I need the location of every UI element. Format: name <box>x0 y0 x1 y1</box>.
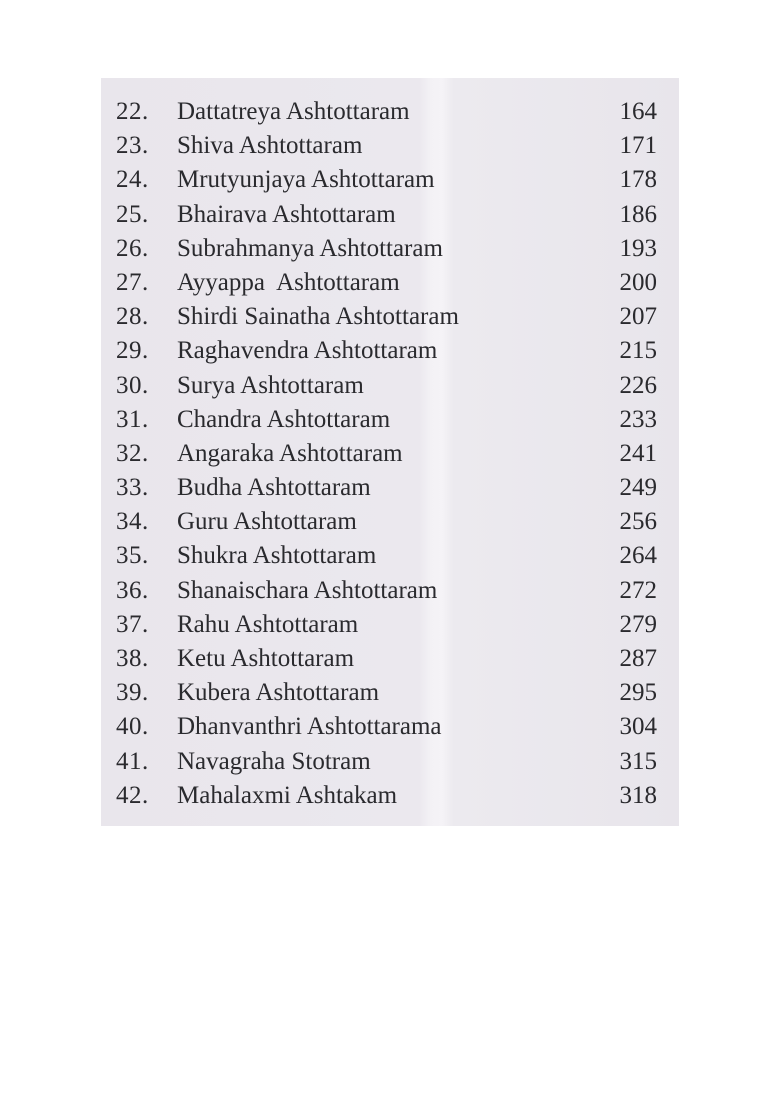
entry-page-number: 304 <box>619 713 657 741</box>
entry-number: 32. <box>116 439 149 467</box>
entry-number: 28. <box>116 303 149 331</box>
entry-title: Angaraka Ashtottaram <box>177 439 403 467</box>
entry-title: Mrutyunjaya Ashtottaram <box>177 166 435 194</box>
entry-number: 22. <box>116 98 149 125</box>
entry-page-number: 241 <box>619 439 657 467</box>
toc-entry <box>101 369 679 403</box>
entry-number: 38. <box>116 645 149 672</box>
scanned-toc-page <box>101 78 679 826</box>
entry-title: Bhairava Ashtottaram <box>177 200 396 228</box>
entry-page-number: 279 <box>619 610 657 638</box>
entry-page-number: 193 <box>619 234 657 262</box>
entry-number: 34. <box>116 508 149 536</box>
toc-entry <box>101 710 679 744</box>
entry-title: Shukra Ashtottaram <box>177 542 377 570</box>
entry-number: 29. <box>116 337 149 365</box>
entry-title: Shiva Ashtottaram <box>177 132 363 160</box>
entry-title: Ketu Ashtottaram <box>177 645 355 672</box>
toc-entry <box>101 539 679 573</box>
entry-title: Guru Ashtottaram <box>177 508 357 536</box>
entry-page-number: 287 <box>619 645 657 672</box>
entry-title: Dhanvanthri Ashtottarama <box>177 713 442 741</box>
toc-entry <box>101 437 679 471</box>
entry-title: Ayyappa Ashtottaram <box>177 268 400 296</box>
entry-page-number: 233 <box>619 405 657 433</box>
entry-page-number: 215 <box>619 337 657 365</box>
entry-title: Navagraha Stotram <box>177 747 371 775</box>
toc-entry <box>101 642 679 676</box>
toc-entry <box>101 471 679 505</box>
entry-title: Shanaischara Ashtottaram <box>177 576 438 604</box>
toc-entry <box>101 198 679 232</box>
entry-page-number: 264 <box>619 542 657 570</box>
entry-page-number: 226 <box>619 371 657 399</box>
table-of-contents <box>101 95 679 813</box>
entry-page-number: 295 <box>619 679 657 707</box>
entry-number: 40. <box>116 713 149 741</box>
entry-number: 25. <box>116 200 149 228</box>
entry-number: 31. <box>116 405 149 433</box>
entry-number: 41. <box>116 747 149 775</box>
entry-page-number: 200 <box>619 268 657 296</box>
toc-entry <box>101 574 679 608</box>
entry-number: 30. <box>116 371 149 399</box>
entry-number: 23. <box>116 132 149 160</box>
toc-entry <box>101 129 679 163</box>
entry-title: Subrahmanya Ashtottaram <box>177 234 443 262</box>
toc-entry <box>101 608 679 642</box>
entry-title: Raghavendra Ashtottaram <box>177 337 438 365</box>
entry-page-number: 249 <box>619 474 657 502</box>
entry-page-number: 186 <box>619 200 657 228</box>
entry-number: 27. <box>116 268 149 296</box>
toc-entry <box>101 334 679 368</box>
entry-number: 39. <box>116 679 149 707</box>
entry-page-number: 207 <box>619 303 657 331</box>
entry-title: Surya Ashtottaram <box>177 371 364 399</box>
toc-entry <box>101 745 679 779</box>
entry-page-number: 256 <box>619 508 657 536</box>
toc-entry <box>101 266 679 300</box>
entry-title: Rahu Ashtottaram <box>177 610 359 638</box>
entry-number: 37. <box>116 610 149 638</box>
entry-number: 35. <box>116 542 149 570</box>
entry-page-number: 315 <box>619 747 657 775</box>
entry-page-number: 171 <box>619 132 657 160</box>
toc-entry <box>101 779 679 813</box>
entry-title: Shirdi Sainatha Ashtottaram <box>177 303 459 331</box>
toc-entry <box>101 300 679 334</box>
entry-number: 33. <box>116 474 149 502</box>
entry-page-number: 164 <box>619 98 657 125</box>
entry-title: Kubera Ashtottaram <box>177 679 380 707</box>
toc-entry <box>101 403 679 437</box>
entry-number: 24. <box>116 166 149 194</box>
entry-page-number: 272 <box>619 576 657 604</box>
entry-number: 42. <box>116 781 149 809</box>
entry-page-number: 318 <box>619 781 657 809</box>
entry-title: Chandra Ashtottaram <box>177 405 391 433</box>
entry-title: Budha Ashtottaram <box>177 474 371 502</box>
toc-entry <box>101 232 679 266</box>
entry-title: Mahalaxmi Ashtakam <box>177 781 398 809</box>
entry-title: Dattatreya Ashtottaram <box>177 98 410 125</box>
toc-entry <box>101 676 679 710</box>
entry-number: 26. <box>116 234 149 262</box>
toc-entry <box>101 163 679 197</box>
toc-entry <box>101 95 679 129</box>
entry-page-number: 178 <box>619 166 657 194</box>
toc-entry <box>101 505 679 539</box>
entry-number: 36. <box>116 576 149 604</box>
